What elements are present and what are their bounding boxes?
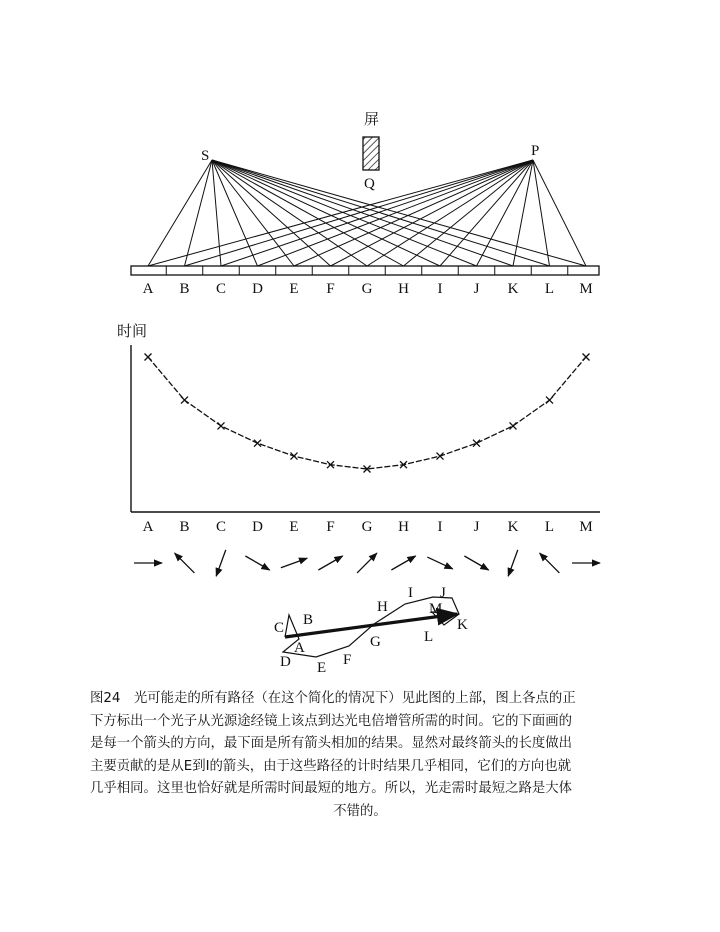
time-mark [437,453,444,460]
x-tick-label: D [252,519,263,535]
mirror-point-labels [143,281,593,297]
caption-line: 主要贡献的是从E到I的箭头，由于这些路径的计时结果几乎相同，它们的方向也就 [90,758,572,774]
mirror-point-label: C [215,281,227,297]
path-diagram [131,110,599,297]
arrow-chain-label: I [408,585,413,601]
ray-to-detector [148,160,533,266]
ray-from-source [148,160,212,266]
mirror-point-label: F [326,281,335,297]
direction-arrow [216,550,226,576]
arrow-direction-row [134,550,600,576]
x-tick-label: L [544,519,555,535]
time-mark [218,422,225,429]
time-mark [546,397,553,404]
direction-arrow [281,558,307,568]
arrow-chain-label: B [303,612,314,628]
time-mark [291,453,298,460]
time-marks [145,354,590,473]
mirror-point-label: K [507,281,519,297]
vector-sum-diagram [274,585,468,676]
arrow-chain-label: M [429,601,443,617]
figure-caption [90,688,630,823]
ray-from-source [185,160,213,266]
mirror-point-label: H [398,281,409,297]
ray-to-detector [294,160,533,266]
time-curve [148,357,586,469]
ray-to-detector [258,160,534,266]
ray-to-detector [331,160,534,266]
direction-arrow [540,553,560,573]
x-tick-label: J [473,519,480,535]
source-label: S [201,148,210,164]
arrow-chain-label: L [424,629,434,645]
x-tick-label: C [215,519,227,535]
direction-arrow [508,550,518,576]
arrow-chain-label: H [377,599,388,615]
direction-arrow [245,556,269,570]
ray-from-source [212,160,221,266]
time-mark [145,354,152,361]
x-tick-label: I [437,519,443,535]
mirror [131,266,599,275]
arrow-chain-label: G [370,634,381,650]
ray-from-source [212,160,550,266]
mirror-point-label: A [142,281,154,297]
caption-line: 图24 光可能走的所有路径（在这个简化的情况下）见此图的上部，图上各点的正 [90,691,576,706]
mirror-point-label: J [473,281,480,297]
direction-arrow [464,556,488,570]
time-mark [181,397,188,404]
x-axis-labels [143,519,593,535]
screen-label: 屏 [364,110,380,128]
direction-arrow [427,557,452,569]
arrow-chain-label: E [317,660,327,676]
x-tick-label: B [179,519,190,535]
screen-point-label: Q [364,176,375,192]
arrow-chain-label: C [274,620,285,636]
ray-to-detector [185,160,534,266]
arrow-chain-label: K [457,617,468,633]
x-tick-label: A [142,519,154,535]
mirror-point-label: M [579,281,593,297]
caption-line: 几乎相同。这里也恰好就是所需时间最短的地方。所以，光走需时最短之路是大体 [90,781,573,796]
x-tick-label: K [507,519,519,535]
ray-to-detector [367,160,533,266]
detector-label: P [531,143,540,159]
mirror-point-label: E [289,281,299,297]
arrow-chain-label: J [440,585,446,601]
arrow-chain-label: A [294,640,305,656]
caption-line: 是每一个箭头的方向，最下面是所有箭头相加的结果。显然对最终箭头的长度做出 [90,736,573,751]
caption-line: 下方标出一个光子从光源途经镜上该点到达光电倍增管所需的时间。它的下面画的 [90,713,573,729]
direction-arrow [357,553,377,573]
direction-arrow [318,556,342,570]
x-tick-label: M [579,519,593,535]
time-mark [583,354,590,361]
caption-line: 不错的。 [333,803,387,819]
x-tick-label: E [289,519,299,535]
mirror-point-label: D [252,281,263,297]
mirror-point-label: I [437,281,443,297]
arrow-chain-label: D [280,654,291,670]
arrow-chain-label: F [343,652,352,668]
direction-arrow [175,553,195,573]
x-tick-label: H [398,519,409,535]
time-mark [473,440,480,447]
ray-from-source [212,160,331,266]
mirror-point-label: G [361,281,373,297]
screen-block [363,137,379,170]
mirror-point-label: B [179,281,190,297]
x-tick-label: G [361,519,373,535]
time-axis-label: 时间 [117,322,148,340]
direction-arrow [391,556,415,570]
time-mark [254,440,261,447]
arrow-chain-labels [274,585,468,676]
time-mark [510,422,517,429]
mirror-point-label: L [544,281,555,297]
x-tick-label: F [326,519,335,535]
ray-from-source [212,160,440,266]
time-plot [117,322,600,535]
